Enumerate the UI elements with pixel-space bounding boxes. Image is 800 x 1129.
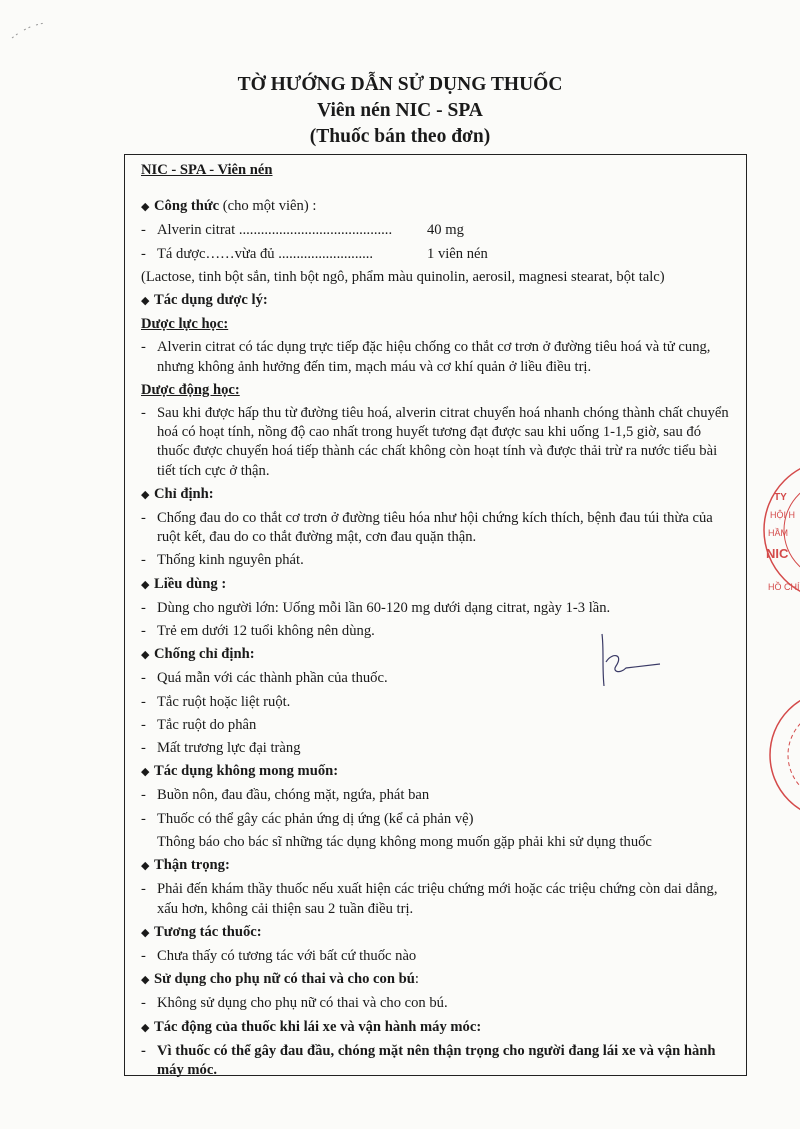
section-heading: Chỉ định:	[154, 485, 214, 502]
prescription-note: (Thuốc bán theo đơn)	[309, 126, 491, 147]
section-pharmacology	[141, 291, 732, 311]
dash-bullet: -	[141, 599, 146, 616]
list-item-text: Vì thuốc có thể gây đau đầu, chóng mặt nên thận trọng cho người đang lái xe và vận hành máy móc.	[157, 1042, 716, 1078]
ingredient-label: Alverin citrat ..........................................	[157, 222, 393, 239]
dash-bullet: -	[141, 670, 146, 687]
list-item	[141, 786, 732, 805]
list-item-text: Trẻ em dưới 12 tuổi không nên dùng.	[157, 623, 375, 640]
dash-bullet: -	[141, 787, 146, 804]
list-item-text: Dùng cho người lớn: Uống mỗi lần 60-120 mg dưới dạng citrat, ngày 1-3 lần.	[157, 599, 611, 616]
dash-bullet: -	[141, 810, 146, 827]
diamond-bullet-icon: ◆	[141, 860, 150, 873]
content-frame	[124, 154, 747, 1076]
section-heading-suffix: :	[262, 292, 268, 309]
diamond-bullet-icon: ◆	[141, 295, 150, 308]
dash-bullet: -	[141, 947, 146, 964]
list-item	[141, 994, 732, 1013]
formula-row	[141, 245, 732, 264]
section-side-effects	[141, 762, 732, 782]
svg-text:HỘI H: HỘI H	[770, 510, 796, 520]
section-heading: Tác dụng dược lý	[154, 292, 263, 309]
section-heading: Tác dụng không mong muốn:	[154, 763, 339, 780]
dash-bullet: -	[141, 693, 146, 710]
pharmacokinetics-heading: Dược động học:	[141, 381, 240, 398]
dash-bullet: -	[141, 623, 146, 640]
list-item-text: Buồn nôn, đau đầu, chóng mặt, ngứa, phát ban	[157, 787, 430, 804]
list-item	[141, 880, 732, 918]
list-item	[141, 810, 732, 829]
dash-bullet: -	[141, 222, 146, 239]
dash-bullet: -	[141, 716, 146, 733]
dash-bullet: -	[141, 405, 146, 422]
list-item	[141, 551, 732, 570]
list-item	[141, 947, 732, 966]
section-heading: Chống chỉ định:	[154, 646, 255, 663]
dash-bullet: -	[141, 995, 146, 1012]
scan-artifact	[10, 22, 50, 47]
diamond-bullet-icon: ◆	[141, 578, 150, 591]
svg-text:TY: TY	[774, 492, 787, 503]
ingredient-label: Tá dược……vừa đủ ..........................	[157, 245, 374, 262]
diamond-bullet-icon: ◆	[141, 201, 150, 214]
section-formula	[141, 197, 732, 217]
list-item	[141, 509, 732, 547]
list-item	[141, 404, 732, 481]
dash-bullet: -	[141, 881, 146, 898]
list-item	[141, 1042, 732, 1080]
diamond-bullet-icon: ◆	[141, 926, 150, 939]
section-indications	[141, 485, 732, 505]
section-heading-suffix: :	[414, 971, 419, 988]
list-item-text: Thống kinh nguyên phát.	[157, 552, 304, 569]
list-item-text: Chống đau do co thắt cơ trơn ở đường tiêu hóa như hội chứng kích thích, bệnh đau túi thừa của ruột kết, đau do co thắt đường mật, cơn đau quặn thận.	[157, 510, 713, 546]
document-title: TỜ HƯỚNG DẪN SỬ DỤNG THUỐC	[237, 74, 563, 95]
list-item	[141, 338, 732, 376]
section-heading: Tương tác thuốc:	[154, 923, 262, 940]
list-item-text: Phải đến khám thầy thuốc nếu xuất hiện các triệu chứng mới hoặc các triệu chứng còn dai dẳng, xấu hơn, không cải thiện sau 2 tuần điều trị.	[157, 881, 718, 917]
ingredient-amount: 1 viên nén	[427, 245, 488, 262]
signature-mark	[590, 632, 670, 697]
list-item-text: Tắc ruột hoặc liệt ruột.	[157, 693, 291, 710]
section-interactions	[141, 923, 732, 943]
company-stamp-secondary	[764, 680, 800, 830]
list-item	[141, 739, 732, 758]
section-heading: Thận trọng:	[154, 857, 230, 874]
section-heading: Sử dụng cho phụ nữ có thai và cho con bú	[154, 971, 415, 988]
svg-text:HẦM: HẦM	[768, 528, 788, 538]
dash-bullet: -	[141, 552, 146, 569]
section-heading: Công thức	[154, 198, 220, 215]
list-item-text: Quá mẫn với các thành phần của thuốc.	[157, 670, 388, 687]
dash-bullet: -	[141, 510, 146, 527]
dash-bullet: -	[141, 740, 146, 757]
list-item-text: Tắc ruột do phân	[157, 716, 257, 733]
svg-text:HỒ CHÍ: HỒ CHÍ	[768, 582, 800, 592]
box-header: NIC - SPA - Viên nén	[141, 162, 273, 178]
pharmacokinetics-text: Sau khi được hấp thu từ đường tiêu hoá, alverin citrat chuyển hoá nhanh chóng thành chất chuyển hoá có hoạt tính, nồng độ cao nhất trong huyết tương đạt được sau khi uống 1-1,5 giờ, sau đó thuốc được chuyển hoá tiếp thành các chất không còn hoạt tính và được thải trừ ra nước tiểu bài tiết tích cực ở thận.	[157, 405, 729, 479]
list-item-text: Không sử dụng cho phụ nữ có thai và cho con bú.	[157, 995, 448, 1012]
side-effects-note: Thông báo cho bác sĩ những tác dụng không mong muốn gặp phải khi sử dụng thuốc	[157, 833, 652, 850]
section-heading-note: (cho một viên) :	[222, 198, 317, 215]
ingredient-amount: 40 mg	[427, 222, 464, 239]
dash-bullet: -	[141, 1042, 146, 1059]
list-item	[141, 599, 732, 618]
dash-bullet: -	[141, 339, 146, 356]
section-heading: Liều dùng :	[154, 575, 227, 592]
section-dosage	[141, 575, 732, 595]
diamond-bullet-icon: ◆	[141, 649, 150, 662]
list-item-text: Mất trương lực đại tràng	[157, 740, 301, 757]
excipients-text: (Lactose, tinh bột sắn, tinh bột ngô, phẩm màu quinolin, aerosil, magnesi stearat, bột talc)	[141, 268, 665, 285]
formula-row	[141, 221, 732, 240]
section-precautions	[141, 856, 732, 876]
pharmacodynamics-text: Alverin citrat có tác dụng trực tiếp đặc hiệu chống co thắt cơ trơn ở đường tiêu hoá và tử cung, nhưng không ảnh hưởng đến tim, mạch máu và cơ khí quản ở liều điều trị.	[157, 339, 711, 375]
product-name: Viên nén NIC - SPA	[317, 100, 483, 121]
diamond-bullet-icon: ◆	[141, 1021, 150, 1034]
list-item-text: Chưa thấy có tương tác với bất cứ thuốc nào	[157, 947, 417, 964]
diamond-bullet-icon: ◆	[141, 766, 150, 779]
section-heading: Tác động của thuốc khi lái xe và vận hành máy móc:	[154, 1018, 482, 1035]
list-item-text: Thuốc có thể gây các phản ứng dị ứng (kể cả phản vệ)	[157, 810, 474, 827]
pharmacodynamics-heading: Dược lực học:	[141, 316, 229, 333]
section-pregnancy	[141, 970, 732, 990]
section-driving	[141, 1018, 732, 1038]
company-stamp	[760, 440, 800, 620]
svg-text:NIC: NIC	[766, 546, 789, 561]
list-item	[141, 716, 732, 735]
dash-bullet: -	[141, 245, 146, 262]
diamond-bullet-icon: ◆	[141, 974, 150, 987]
diamond-bullet-icon: ◆	[141, 488, 150, 501]
